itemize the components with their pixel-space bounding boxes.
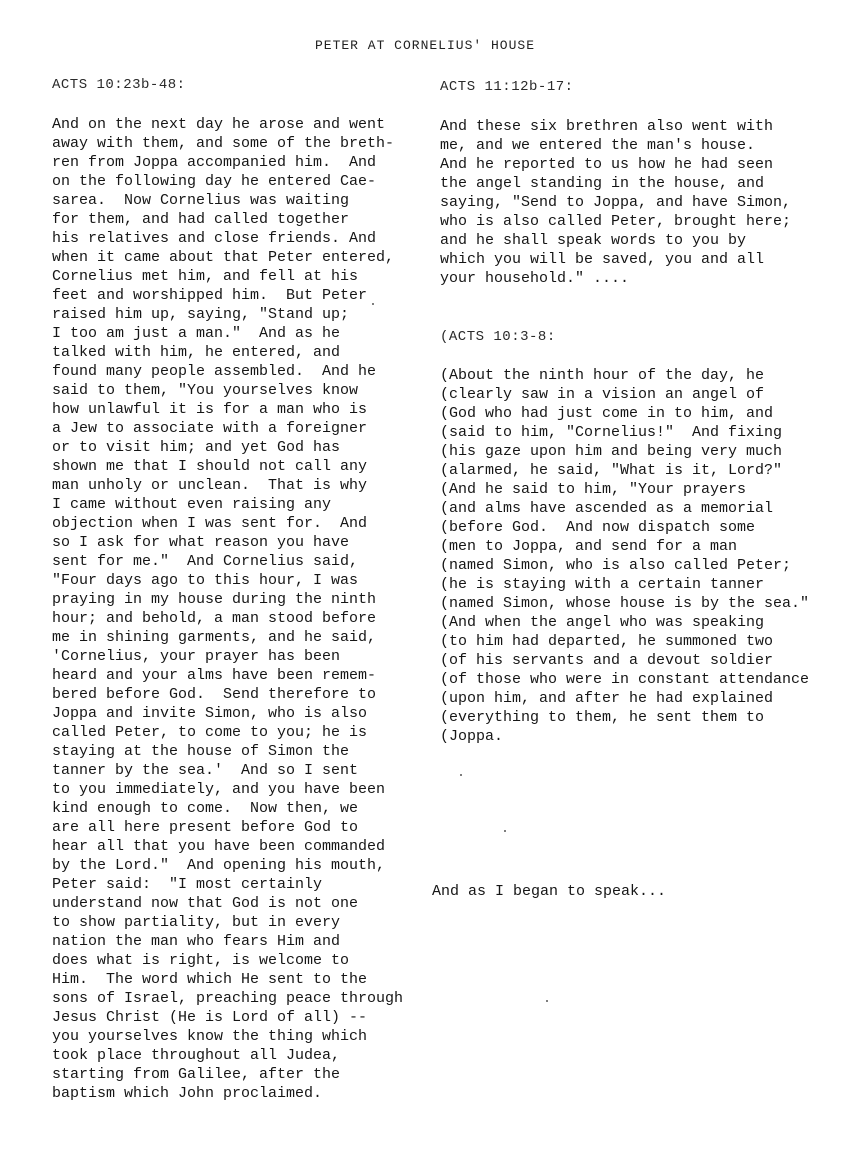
text-line: for them, and had called together <box>52 211 350 228</box>
page-title: PETER AT CORNELIUS' HOUSE <box>314 38 536 53</box>
text-line: (men to Joppa, and send for a man <box>440 538 738 555</box>
text-line: ren from Joppa accompanied him. And <box>52 154 377 171</box>
text-line: how unlawful it is for a man who is <box>52 401 368 418</box>
text-line: starting from Galilee, after the <box>52 1066 341 1083</box>
text-line: (his gaze upon him and being very much <box>440 443 783 460</box>
text-line: hear all that you have been commanded <box>52 838 386 855</box>
scan-speck <box>460 774 462 776</box>
text-line: feet and worshipped him. But Peter <box>52 287 368 304</box>
text-line: does what is right, is welcome to <box>52 952 350 969</box>
scan-speck <box>372 303 374 305</box>
text-line: tanner by the sea.' And so I sent <box>52 762 359 779</box>
text-line: (And when the angel who was speaking <box>440 614 765 631</box>
text-line: I came without even raising any <box>52 496 332 513</box>
left-passage <box>52 115 427 1103</box>
text-line: (named Simon, whose house is by the sea." <box>440 595 810 612</box>
text-line: Him. The word which He sent to the <box>52 971 368 988</box>
text-line: (everything to them, he sent them to <box>440 709 765 726</box>
text-line: when it came about that Peter entered, <box>52 249 395 266</box>
closing-line: And as I began to speak... <box>432 883 667 900</box>
scan-speck <box>546 1000 548 1002</box>
text-line: heard and your alms have been remem- <box>52 667 377 684</box>
text-line: Joppa and invite Simon, who is also <box>52 705 368 722</box>
text-line: (of his servants and a devout soldier <box>440 652 774 669</box>
text-line: understand now that God is not one <box>52 895 359 912</box>
text-line: to show partiality, but in every <box>52 914 341 931</box>
text-line: (he is staying with a certain tanner <box>440 576 765 593</box>
text-line: praying in my house during the ninth <box>52 591 377 608</box>
text-line: (said to him, "Cornelius!" And fixing <box>440 424 783 441</box>
text-line: sarea. Now Cornelius was waiting <box>52 192 350 209</box>
text-line: "Four days ago to this hour, I was <box>52 572 359 589</box>
text-line: (named Simon, who is also called Peter; <box>440 557 792 574</box>
right-scripture-reference-1: ACTS 11:12b-17: <box>440 79 574 95</box>
text-line: baptism which John proclaimed. <box>52 1085 323 1102</box>
right-scripture-reference-2: (ACTS 10:3-8: <box>440 329 556 345</box>
text-line: on the following day he entered Cae- <box>52 173 377 190</box>
text-line: away with them, and some of the breth- <box>52 135 395 152</box>
text-line: which you will be saved, you and all <box>440 251 765 268</box>
text-line: me in shining garments, and he said, <box>52 629 377 646</box>
text-line: (And he said to him, "Your prayers <box>440 481 747 498</box>
text-line: and he shall speak words to you by <box>440 232 747 249</box>
text-line: (upon him, and after he had explained <box>440 690 774 707</box>
text-line: objection when I was sent for. And <box>52 515 368 532</box>
text-line: raised him up, saying, "Stand up; <box>52 306 350 323</box>
text-line: Peter said: "I most certainly <box>52 876 323 893</box>
scan-speck <box>504 830 506 832</box>
text-line: (before God. And now dispatch some <box>440 519 756 536</box>
text-line: who is also called Peter, brought here; <box>440 213 792 230</box>
text-line: And he reported to us how he had seen <box>440 156 774 173</box>
text-line: are all here present before God to <box>52 819 359 836</box>
text-line: (to him had departed, he summoned two <box>440 633 774 650</box>
text-line: sent for me." And Cornelius said, <box>52 553 359 570</box>
text-line: by the Lord." And opening his mouth, <box>52 857 386 874</box>
text-line: found many people assembled. And he <box>52 363 377 380</box>
text-line: the angel standing in the house, and <box>440 175 765 192</box>
text-line: (Joppa. <box>440 728 504 745</box>
text-line: to you immediately, and you have been <box>52 781 386 798</box>
text-line: (About the ninth hour of the day, he <box>440 367 765 384</box>
text-line: so I ask for what reason you have <box>52 534 350 551</box>
text-line: hour; and behold, a man stood before <box>52 610 377 627</box>
text-line: talked with him, he entered, and <box>52 344 341 361</box>
text-line: shown me that I should not call any <box>52 458 368 475</box>
text-line: bered before God. Send therefore to <box>52 686 377 703</box>
text-line: man unholy or unclean. That is why <box>52 477 368 494</box>
left-scripture-reference: ACTS 10:23b-48: <box>52 77 186 93</box>
text-line: your household." .... <box>440 270 630 287</box>
left-column <box>52 76 427 1103</box>
text-line: (God who had just come in to him, and <box>440 405 774 422</box>
text-line: said to them, "You yourselves know <box>52 382 359 399</box>
text-line: a Jew to associate with a foreigner <box>52 420 368 437</box>
text-line: I too am just a man." And as he <box>52 325 341 342</box>
text-line: staying at the house of Simon the <box>52 743 350 760</box>
right-passage-2 <box>440 366 835 746</box>
text-line: Cornelius met him, and fell at his <box>52 268 359 285</box>
right-passage-1 <box>440 117 835 288</box>
text-line: called Peter, to come to you; he is <box>52 724 368 741</box>
text-line: sons of Israel, preaching peace through <box>52 990 404 1007</box>
text-line: saying, "Send to Joppa, and have Simon, <box>440 194 792 211</box>
text-line: 'Cornelius, your prayer has been <box>52 648 341 665</box>
text-line: kind enough to come. Now then, we <box>52 800 359 817</box>
text-line: me, and we entered the man's house. <box>440 137 756 154</box>
text-line: Jesus Christ (He is Lord of all) -- <box>52 1009 368 1026</box>
text-line: or to visit him; and yet God has <box>52 439 341 456</box>
right-column <box>432 78 835 900</box>
text-line: (of those who were in constant attendance <box>440 671 810 688</box>
text-line: And on the next day he arose and went <box>52 116 386 133</box>
text-line: nation the man who fears Him and <box>52 933 341 950</box>
text-line: took place throughout all Judea, <box>52 1047 341 1064</box>
text-line: his relatives and close friends. And <box>52 230 377 247</box>
text-line: (and alms have ascended as a memorial <box>440 500 774 517</box>
text-line: you yourselves know the thing which <box>52 1028 368 1045</box>
text-line: (alarmed, he said, "What is it, Lord?" <box>440 462 783 479</box>
text-line: (clearly saw in a vision an angel of <box>440 386 765 403</box>
text-line: And these six brethren also went with <box>440 118 774 135</box>
